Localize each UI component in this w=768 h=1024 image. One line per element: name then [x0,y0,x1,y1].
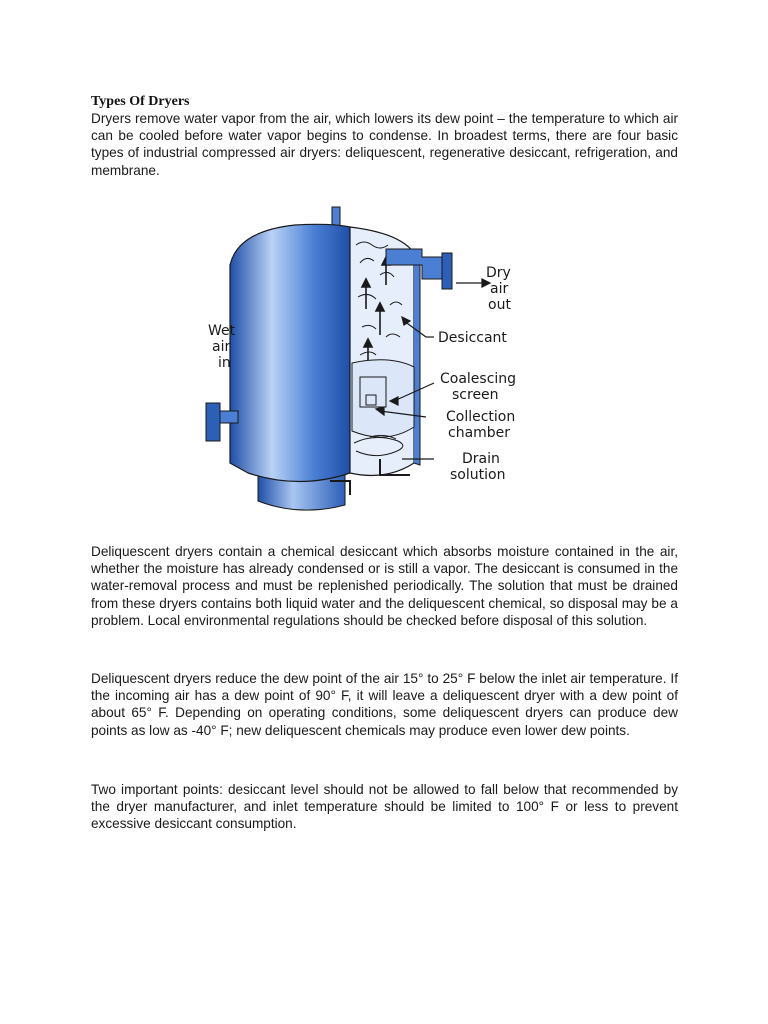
section-heading: Types Of Dryers [91,94,190,109]
label-dry-air-out: Dry air out [486,265,511,313]
coalescing-screen [352,360,414,437]
paragraph-important-points: Two important points: desiccant level should not be allowed to fall below that recommended by the dryer manufacturer, and inlet temperature should be limited to 100° F or less to prevent excessive desiccant consumption. [91,782,678,832]
tank-right-wall [414,253,420,465]
outlet-flange [442,253,452,289]
label-collection-chamber: Collection chamber [446,409,516,441]
paragraph-deliquescent-desc: Deliquescent dryers contain a chemical desiccant which absorbs moisture contained in the air, whether the moisture has already condensed or is still a vapor. The desiccant is consumed in the water-removal process and must be replenished periodically. The solution that must be drained from these dryers contains both liquid water and the deliquescent chemical, so disposal may be a problem. Local environmental regulations should be checked before disposal of this solution. [91,544,678,628]
label-wet-air-in: Wet air in [208,323,236,371]
label-drain-solution: Drain solution [450,451,506,483]
inlet-flange [206,403,220,441]
inlet-pipe [218,411,238,423]
dryer-diagram [190,205,530,525]
paragraph-intro: Dryers remove water vapor from the air, which lowers its dew point – the temperature to which air can be cooled before water vapor begins to condense. In broadest terms, there are four basic types of industrial compressed air dryers: deliquescent, regenerative desiccant, refrigeration, and membrane. [91,111,678,178]
dryer-diagram-svg [190,205,530,525]
label-desiccant: Desiccant [438,330,507,346]
tank-shell [230,224,350,481]
paragraph-dew-point: Deliquescent dryers reduce the dew point of the air 15° to 25° F below the inlet air temperature. If the incoming air has a dew point of 90° F, it will leave a deliquescent dryer with a dew point of about 65° F. Depending on operating conditions, some deliquescent dryers can produce dew points as low as -40° F; new deliquescent chemicals may produce even lower dew points. [91,671,678,738]
label-coalescing-screen: Coalescing screen [440,371,517,403]
